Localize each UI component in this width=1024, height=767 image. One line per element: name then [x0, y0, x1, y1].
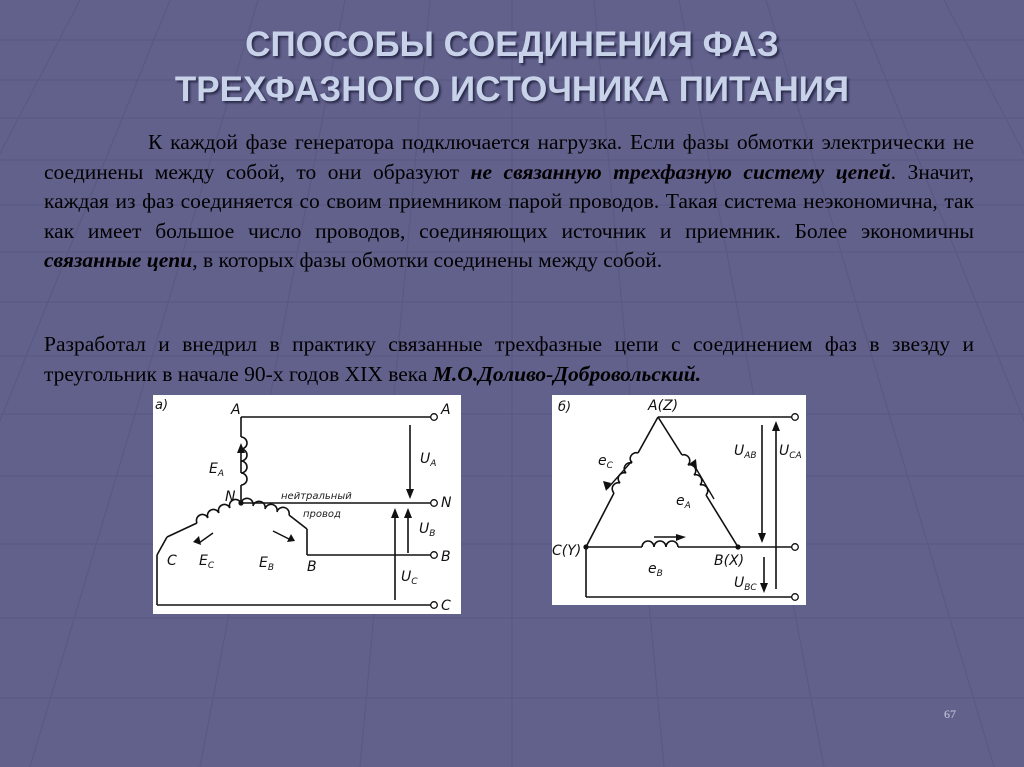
figure-star-connection — [153, 395, 461, 614]
label-UBC: $U_{BC}$ — [734, 575, 757, 593]
label-vertex-B: B(X) — [714, 553, 745, 569]
label-B-left: B — [307, 559, 317, 575]
paragraph-unconnected-system — [44, 128, 974, 276]
label-eA: $e_A$ — [676, 493, 691, 511]
label-UCA: $U_{CA}$ — [779, 443, 802, 461]
para1-text-2: . Значит, каждая из фаз соединяется со своим приемником парой проводов. Такая система неэкономична, так как имеет большое число проводов, соединяющих источник и приемник. Более экономичны — [44, 159, 975, 243]
slide-title — [0, 22, 1024, 112]
label-UC: $U_C$ — [401, 569, 418, 587]
star-diagram — [153, 395, 461, 614]
label-A-left: A — [231, 402, 241, 418]
label-EC: $E_C$ — [199, 553, 215, 571]
label-C-right: C — [441, 598, 451, 614]
page-number: 67 — [944, 707, 956, 721]
para1-emphasis-2: связанные цепи — [44, 248, 193, 272]
para2-text-1: Разработал и внедрил в практику связанные трехфазные цепи с соединением фаз в звезду и треугольник в начале 90-х годов XIX века — [44, 332, 974, 386]
para2-emphasis-1: М.О.Доливо-Добровольский. — [432, 361, 702, 386]
delta-diagram — [552, 395, 806, 605]
title-line-2: ТРЕХФАЗНОГО ИСТОЧНИКА ПИТАНИЯ — [174, 70, 850, 109]
label-eB: $e_B$ — [648, 561, 663, 579]
label-neutral-line1: нейтральный — [281, 491, 352, 502]
paragraph-inventor — [44, 330, 974, 389]
label-A-right: A — [441, 402, 451, 418]
label-UB: $U_B$ — [419, 521, 436, 539]
figure-a-tag: а) — [155, 398, 169, 413]
label-vertex-C: C(Y) — [552, 543, 582, 559]
label-vertex-A: A(Z) — [648, 398, 679, 414]
para1-text-1: К каждой фазе генератора подключается нагрузка. Если фазы обмотки электрически не соединены между собой, то они образуют — [44, 130, 974, 184]
label-EB: $E_B$ — [259, 555, 275, 573]
label-neutral-line2: провод — [303, 509, 341, 520]
label-C-left: C — [167, 553, 177, 569]
label-N-right: N — [441, 495, 452, 511]
label-EA: $E_A$ — [209, 461, 225, 479]
figure-b-tag: б) — [558, 400, 572, 415]
label-UAB: $U_{AB}$ — [734, 443, 757, 461]
label-B-right: B — [441, 549, 451, 565]
label-UA: $U_A$ — [420, 451, 437, 469]
label-N-left: N — [225, 489, 236, 505]
para1-emphasis-1: не связанную трехфазную систему цепей — [470, 159, 891, 184]
title-line-1: СПОСОБЫ СОЕДИНЕНИЯ ФАЗ — [245, 25, 779, 64]
para1-text-3: , в которых фазы обмотки соединены между собой. — [192, 248, 663, 272]
label-eC: $e_C$ — [598, 453, 613, 471]
figure-delta-connection — [552, 395, 806, 605]
